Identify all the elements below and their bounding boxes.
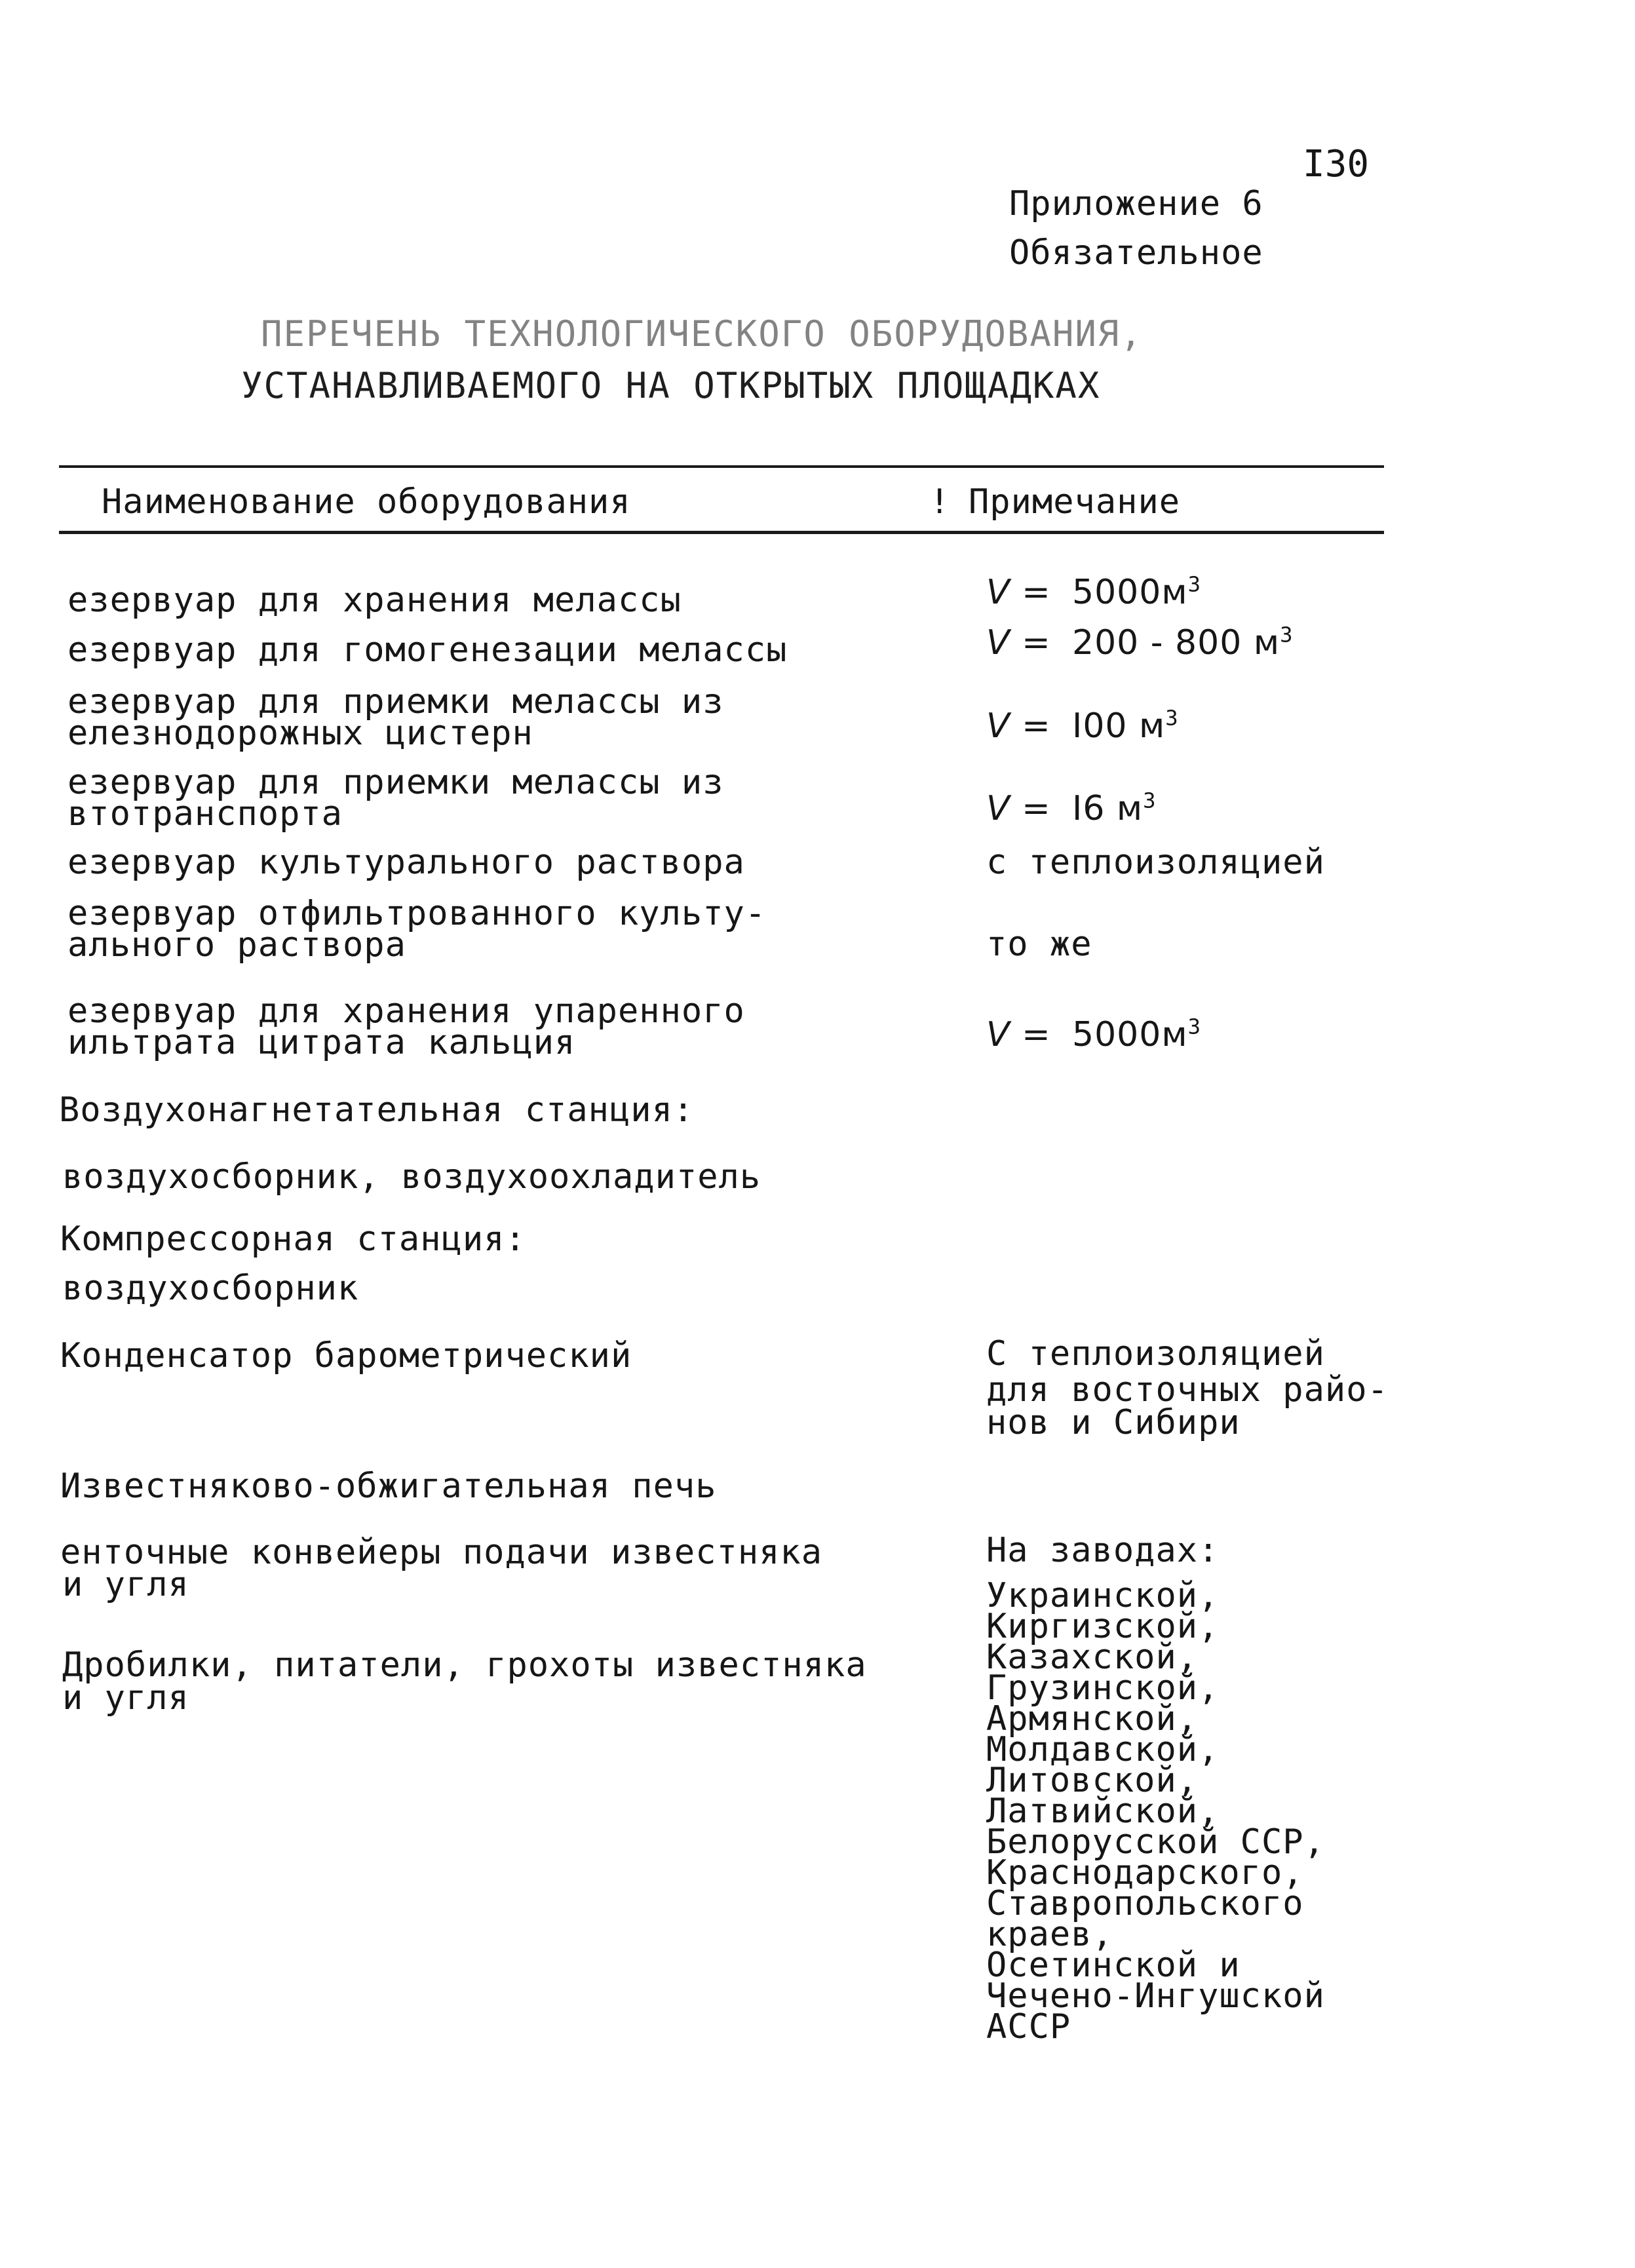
equipment-name: ильтрата цитрата кальция [67, 1023, 576, 1062]
column-header-note: Примечание [969, 482, 1181, 522]
appendix-status: Обязательное [1009, 233, 1263, 273]
equipment-name: и угля [62, 1565, 189, 1604]
equipment-note: На заводах: [986, 1531, 1220, 1570]
equipment-name: Конденсатор барометрический [60, 1336, 632, 1375]
volume-note: V = I6 $м^3$ [986, 788, 1157, 828]
document-title-line-1: ПЕРЕЧЕНЬ ТЕХНОЛОГИЧЕСКОГО ОБОРУДОВАНИЯ, [261, 313, 1143, 355]
document-title-line-2: УСТАНАВЛИВАЕМОГО НА ОТКРЫТЫХ ПЛОЩАДКАХ [241, 365, 1101, 406]
page-number: I30 [1303, 143, 1370, 185]
list-item: краев, [986, 1915, 1113, 1954]
column-header-name: Наименование оборудования [102, 482, 631, 522]
volume-note: $V = 5000м^3$ [986, 1014, 1201, 1054]
equipment-name: воздухосборник [62, 1269, 359, 1308]
equipment-name: Воздухонагнетательная станция: [59, 1090, 695, 1130]
list-item: Молдавской, [986, 1730, 1220, 1769]
table-top-rule [59, 465, 1384, 468]
equipment-name: втотранспорта [67, 794, 343, 834]
equipment-name: езервуар для гомогенезации мелассы [67, 630, 788, 670]
equipment-name: елезнодорожных цистерн [67, 714, 533, 753]
equipment-note: С теплоизоляцией [986, 1334, 1325, 1374]
equipment-name: Известняково-обжигательная печь [60, 1467, 717, 1506]
list-item: Осетинской и [986, 1946, 1241, 1985]
equipment-name: езервуар для хранения упаренного [67, 991, 745, 1031]
equipment-name: езервуар культурального раствора [67, 843, 745, 882]
equipment-note: для восточных райо- [986, 1370, 1389, 1410]
list-item: Грузинской, [986, 1668, 1220, 1708]
equipment-name: ального раствора [67, 925, 406, 965]
list-item: Краснодарского, [986, 1853, 1304, 1893]
equipment-note: нов и Сибири [986, 1403, 1241, 1442]
table-header-rule [59, 531, 1384, 534]
equipment-name: и угля [62, 1678, 189, 1718]
column-separator: ! [929, 482, 951, 522]
equipment-name: воздухосборник, воздухоохладитель [62, 1157, 761, 1197]
list-item: Латвийской, [986, 1792, 1220, 1831]
equipment-name: Компрессорная станция: [60, 1220, 526, 1259]
volume-note: V = 200 - 800 $м^3$ [986, 622, 1294, 663]
equipment-name: езервуар для хранения мелассы [67, 581, 682, 620]
list-item: Украинской, [986, 1576, 1220, 1615]
appendix-label: Приложение 6 [1009, 184, 1263, 223]
list-item: Армянской, [986, 1699, 1199, 1739]
equipment-note: то же [986, 925, 1092, 964]
list-item: Белорусской ССР, [986, 1822, 1325, 1862]
equipment-name: езервуар для приемки мелассы из [67, 763, 724, 802]
list-item: Киргизской, [986, 1607, 1220, 1646]
republics-list [986, 1576, 1325, 2047]
equipment-name: езервуар отфильтрованного культу- [67, 894, 767, 933]
equipment-note: с теплоизоляцией [986, 843, 1325, 882]
list-item: АССР [986, 2007, 1071, 2047]
list-item: Казахской, [986, 1638, 1199, 1677]
list-item: Чечено-Ингушской [986, 1976, 1325, 2016]
equipment-name: езервуар для приемки мелассы из [67, 682, 724, 721]
volume-note: V = I00 $м^3$ [986, 705, 1179, 746]
equipment-name: Дробилки, питатели, грохоты известняка [62, 1645, 867, 1685]
list-item: Литовской, [986, 1761, 1199, 1800]
equipment-name: енточные конвейеры подачи известняка [60, 1533, 823, 1572]
volume-note: $V = 5000м^3$ [986, 571, 1201, 612]
list-item: Ставропольского [986, 1884, 1304, 1923]
